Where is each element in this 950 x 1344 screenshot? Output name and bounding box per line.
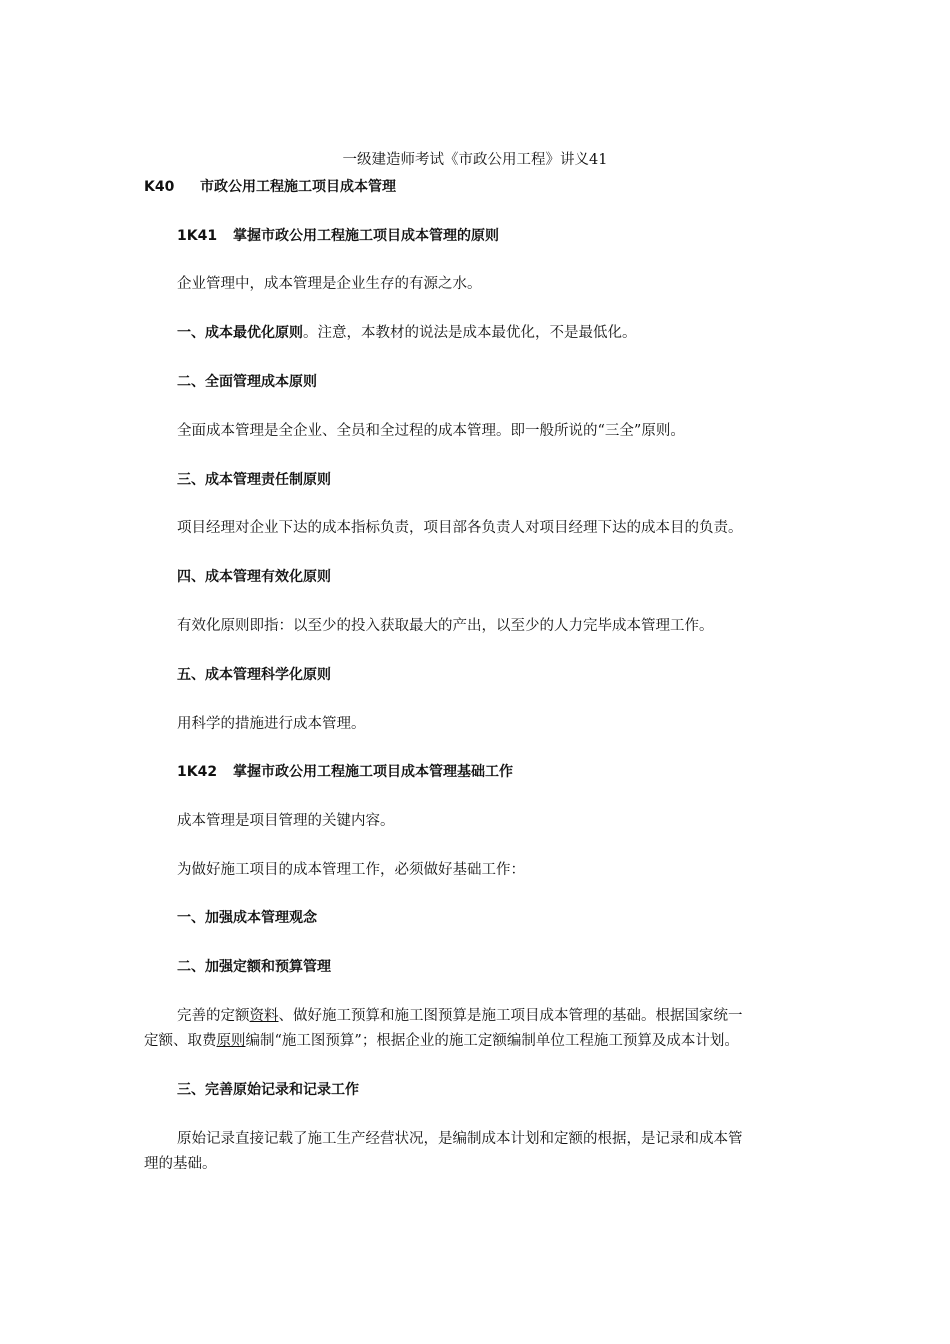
paragraph-principle-2: 全面成本管理是全企业、全员和全过程的成本管理。即一般所说的“三全”原则。 <box>177 423 685 439</box>
chapter-code: K40 <box>144 179 175 195</box>
section-title: 掌握市政公用工程施工项目成本管理的原则 <box>233 228 499 244</box>
text-run: 编制“施工图预算”；根据企业的施工定额编制单位工程施工预算及成本计划。 <box>245 1033 739 1049</box>
link-yuanze[interactable]: 原则 <box>216 1033 246 1049</box>
link-ziliao[interactable]: 资料 <box>249 1008 279 1024</box>
principle-3-heading: 三、成本管理责任制原则 <box>177 472 331 488</box>
chapter-title: 市政公用工程施工项目成本管理 <box>200 179 396 195</box>
paragraph-principle-3: 项目经理对企业下达的成本指标负责，项目部各负责人对项目经理下达的成本目的负责。 <box>177 520 743 536</box>
principle-1-heading: 一、成本最优化原则 <box>177 325 303 341</box>
section-heading-1k41 <box>177 226 499 246</box>
text-run: 定额、取费 <box>144 1033 217 1049</box>
text-run: 、做好施工预算和施工图预算是施工项目成本管理的基础。根据国家统一 <box>278 1008 743 1024</box>
paragraph-intro: 企业管理中，成本管理是企业生存的有源之水。 <box>177 276 482 292</box>
paragraph-principle-5: 用科学的措施进行成本管理。 <box>177 716 366 732</box>
principle-5-heading: 五、成本管理科学化原则 <box>177 667 331 683</box>
paragraph-basics-3-line-1: 原始记录直接记载了施工生产经营状况，是编制成本计划和定额的根据，是记录和成本管 <box>177 1131 743 1147</box>
section-heading-1k42 <box>177 762 513 782</box>
section-code: 1K41 <box>177 228 218 244</box>
paragraph-basics-intro: 成本管理是项目管理的关键内容。 <box>177 813 395 829</box>
document-title: 一级建造师考试《市政公用工程》讲义41 <box>342 152 608 168</box>
paragraph-basics-2-line-2 <box>144 1031 739 1051</box>
paragraph-basics-2-line-1 <box>177 1006 743 1026</box>
chapter-heading <box>144 177 396 197</box>
section-code: 1K42 <box>177 764 218 780</box>
section-title: 掌握市政公用工程施工项目成本管理基础工作 <box>233 764 513 780</box>
text-run: 完善的定额 <box>177 1008 250 1024</box>
principle-1 <box>177 323 637 343</box>
paragraph-principle-4: 有效化原则即指：以至少的投入获取最大的产出，以至少的人力完毕成本管理工作。 <box>177 618 714 634</box>
principle-1-note: 。注意，本教材的说法是成本最优化，不是最低化。 <box>303 325 637 341</box>
principle-4-heading: 四、成本管理有效化原则 <box>177 569 331 585</box>
paragraph-basics-3-line-2: 理的基础。 <box>144 1156 217 1172</box>
basics-1-heading: 一、加强成本管理观念 <box>177 910 317 926</box>
paragraph-basics-lead: 为做好施工项目的成本管理工作，必须做好基础工作： <box>177 862 525 878</box>
basics-3-heading: 三、完善原始记录和记录工作 <box>177 1082 359 1098</box>
basics-2-heading: 二、加强定额和预算管理 <box>177 959 331 975</box>
principle-2-heading: 二、全面管理成本原则 <box>177 374 317 390</box>
